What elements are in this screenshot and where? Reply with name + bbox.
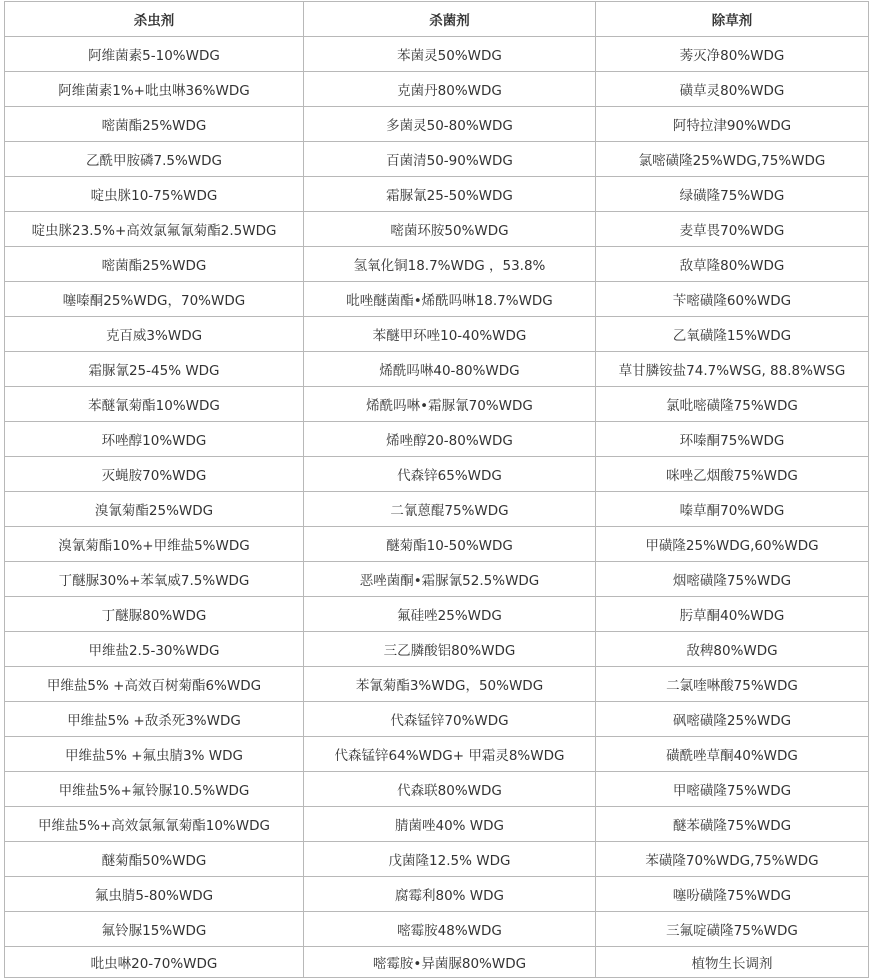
fungicide-cell: 烯唑醇20-80%WDG [304, 422, 596, 457]
fungicide-cell: 克菌丹80%WDG [304, 72, 596, 107]
fungicide-cell: 霜脲氰25-50%WDG [304, 177, 596, 212]
herbicide-cell: 醚苯磺隆75%WDG [596, 807, 869, 842]
herbicide-cell: 肟草酮40%WDG [596, 597, 869, 632]
fungicide-cell: 苯氰菊酯3%WDG，50%WDG [304, 667, 596, 702]
insecticide-cell: 氟虫腈5-80%WDG [5, 877, 304, 912]
table-row [5, 72, 869, 107]
herbicide-cell: 二氯喹啉酸75%WDG [596, 667, 869, 702]
herbicide-cell: 草甘膦铵盐74.7%WSG, 88.8%WSG [596, 352, 869, 387]
herbicide-cell: 磺酰唑草酮40%WDG [596, 737, 869, 772]
insecticide-cell: 溴氰菊酯10%+甲维盐5%WDG [5, 527, 304, 562]
fungicide-cell: 烯酰吗啉•霜脲氰70%WDG [304, 387, 596, 422]
table-row [5, 807, 869, 842]
fungicide-cell: 氟硅唑25%WDG [304, 597, 596, 632]
herbicide-cell: 绿磺隆75%WDG [596, 177, 869, 212]
herbicide-cell: 苄嘧磺隆60%WDG [596, 282, 869, 317]
insecticide-cell: 苯醚氰菊酯10%WDG [5, 387, 304, 422]
insecticide-cell: 丁醚脲80%WDG [5, 597, 304, 632]
table-row [5, 877, 869, 912]
fungicide-cell: 嘧菌环胺50%WDG [304, 212, 596, 247]
insecticide-cell: 丁醚脲30%+苯氧威7.5%WDG [5, 562, 304, 597]
herbicide-cell: 麦草畏70%WDG [596, 212, 869, 247]
fungicide-cell: 腈菌唑40% WDG [304, 807, 596, 842]
header-row [5, 2, 869, 37]
herbicide-cell: 敌草隆80%WDG [596, 247, 869, 282]
table-row [5, 317, 869, 352]
table-row [5, 842, 869, 877]
fungicide-cell: 代森锌65%WDG [304, 457, 596, 492]
fungicide-cell: 代森联80%WDG [304, 772, 596, 807]
table-row [5, 597, 869, 632]
herbicide-cell: 阿特拉津90%WDG [596, 107, 869, 142]
fungicide-cell: 腐霉利80% WDG [304, 877, 596, 912]
table-row [5, 422, 869, 457]
insecticide-cell: 克百威3%WDG [5, 317, 304, 352]
table-row [5, 737, 869, 772]
fungicide-cell: 苯菌灵50%WDG [304, 37, 596, 72]
insecticide-cell: 甲维盐5% +氟虫腈3% WDG [5, 737, 304, 772]
herbicide-cell: 乙氧磺隆15%WDG [596, 317, 869, 352]
insecticide-cell: 溴氰菊酯25%WDG [5, 492, 304, 527]
table-row [5, 947, 869, 978]
fungicide-cell: 烯酰吗啉40-80%WDG [304, 352, 596, 387]
herbicide-cell: 敌稗80%WDG [596, 632, 869, 667]
table-row [5, 352, 869, 387]
herbicide-cell: 氯嘧磺隆25%WDG,75%WDG [596, 142, 869, 177]
table-row [5, 107, 869, 142]
table-row [5, 562, 869, 597]
fungicide-cell: 苯醚甲环唑10-40%WDG [304, 317, 596, 352]
insecticide-cell: 阿维菌素5-10%WDG [5, 37, 304, 72]
table-row [5, 702, 869, 737]
insecticide-cell: 甲维盐5%+高效氯氟氰菊酯10%WDG [5, 807, 304, 842]
herbicide-cell: 甲嘧磺隆75%WDG [596, 772, 869, 807]
table-row [5, 632, 869, 667]
fungicide-cell: 二氰蒽醌75%WDG [304, 492, 596, 527]
header-insecticide: 杀虫剂 [5, 2, 304, 37]
herbicide-cell: 磺草灵80%WDG [596, 72, 869, 107]
insecticide-cell: 环唑醇10%WDG [5, 422, 304, 457]
table-row [5, 387, 869, 422]
insecticide-cell: 氟铃脲15%WDG [5, 912, 304, 947]
table-row [5, 667, 869, 702]
fungicide-cell: 嘧霉胺•异菌脲80%WDG [304, 947, 596, 978]
table-row [5, 282, 869, 317]
herbicide-cell: 环嗪酮75%WDG [596, 422, 869, 457]
insecticide-cell: 霜脲氰25-45% WDG [5, 352, 304, 387]
table-row [5, 457, 869, 492]
table-row [5, 527, 869, 562]
herbicide-cell: 苯磺隆70%WDG,75%WDG [596, 842, 869, 877]
table-row [5, 492, 869, 527]
insecticide-cell: 乙酰甲胺磷7.5%WDG [5, 142, 304, 177]
insecticide-cell: 啶虫脒23.5%+高效氯氟氰菊酯2.5WDG [5, 212, 304, 247]
fungicide-cell: 百菌清50-90%WDG [304, 142, 596, 177]
fungicide-cell: 恶唑菌酮•霜脲氰52.5%WDG [304, 562, 596, 597]
fungicide-cell: 嘧霉胺48%WDG [304, 912, 596, 947]
header-herbicide: 除草剂 [596, 2, 869, 37]
herbicide-cell: 砜嘧磺隆25%WDG [596, 702, 869, 737]
herbicide-cell: 咪唑乙烟酸75%WDG [596, 457, 869, 492]
fungicide-cell: 醚菊酯10-50%WDG [304, 527, 596, 562]
insecticide-cell: 灭蝇胺70%WDG [5, 457, 304, 492]
insecticide-cell: 阿维菌素1%+吡虫啉36%WDG [5, 72, 304, 107]
fungicide-cell: 吡唑醚菌酯•烯酰吗啉18.7%WDG [304, 282, 596, 317]
insecticide-cell: 甲维盐5% +敌杀死3%WDG [5, 702, 304, 737]
insecticide-cell: 噻嗪酮25%WDG，70%WDG [5, 282, 304, 317]
table-row [5, 247, 869, 282]
herbicide-cell: 甲磺隆25%WDG,60%WDG [596, 527, 869, 562]
insecticide-cell: 甲维盐5%+氟铃脲10.5%WDG [5, 772, 304, 807]
table-row [5, 772, 869, 807]
pesticide-table [4, 1, 869, 978]
herbicide-cell: 烟嘧磺隆75%WDG [596, 562, 869, 597]
insecticide-cell: 甲维盐2.5-30%WDG [5, 632, 304, 667]
insecticide-cell: 吡虫啉20-70%WDG [5, 947, 304, 978]
fungicide-cell: 代森锰锌70%WDG [304, 702, 596, 737]
fungicide-cell: 多菌灵50-80%WDG [304, 107, 596, 142]
table-row [5, 177, 869, 212]
herbicide-cell: 植物生长调剂 [596, 947, 869, 978]
herbicide-cell: 三氟啶磺隆75%WDG [596, 912, 869, 947]
insecticide-cell: 甲维盐5% +高效百树菊酯6%WDG [5, 667, 304, 702]
table-row [5, 912, 869, 947]
insecticide-cell: 嘧菌酯25%WDG [5, 107, 304, 142]
fungicide-cell: 戊菌隆12.5% WDG [304, 842, 596, 877]
table-row [5, 142, 869, 177]
insecticide-cell: 醚菊酯50%WDG [5, 842, 304, 877]
fungicide-cell: 三乙膦酸铝80%WDG [304, 632, 596, 667]
fungicide-cell: 代森锰锌64%WDG+ 甲霜灵8%WDG [304, 737, 596, 772]
herbicide-cell: 莠灭净80%WDG [596, 37, 869, 72]
fungicide-cell: 氢氧化铜18.7%WDG ，53.8% [304, 247, 596, 282]
table-row [5, 212, 869, 247]
herbicide-cell: 噻吩磺隆75%WDG [596, 877, 869, 912]
herbicide-cell: 嗪草酮70%WDG [596, 492, 869, 527]
insecticide-cell: 啶虫脒10-75%WDG [5, 177, 304, 212]
insecticide-cell: 嘧菌酯25%WDG [5, 247, 304, 282]
herbicide-cell: 氯吡嘧磺隆75%WDG [596, 387, 869, 422]
header-fungicide: 杀菌剂 [304, 2, 596, 37]
table-row [5, 37, 869, 72]
